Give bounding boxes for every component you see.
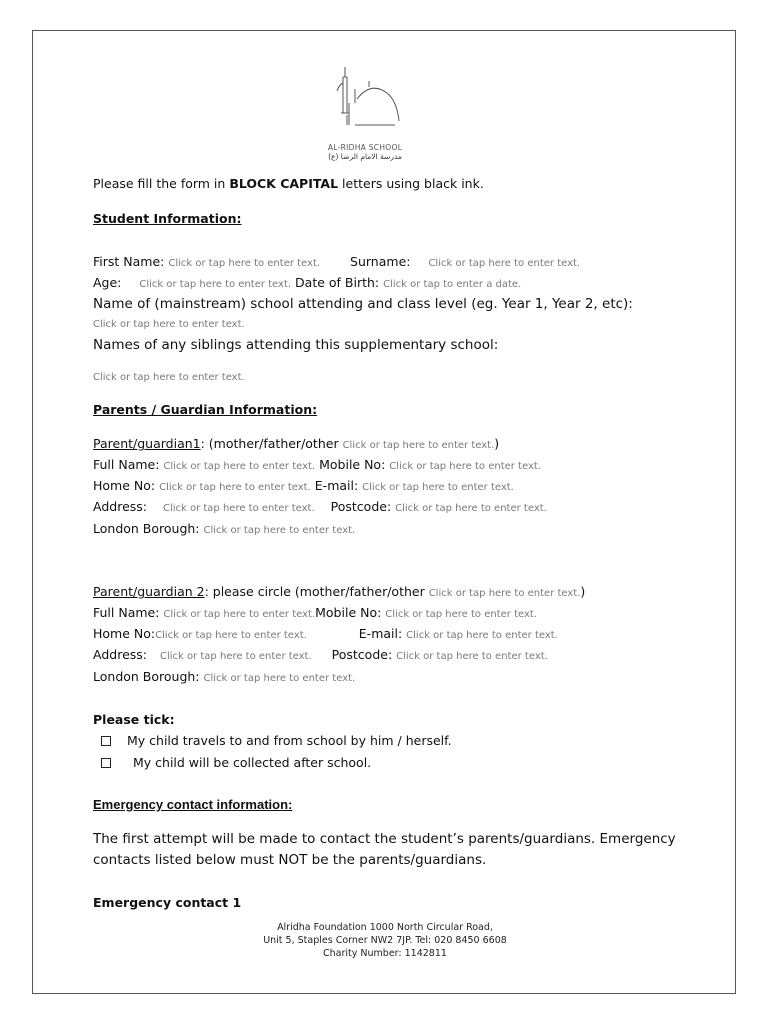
- parent1-borough-label: London Borough:: [93, 521, 200, 536]
- parent2-borough-field[interactable]: Click or tap here to enter text.: [203, 673, 356, 684]
- parent2-relation-field[interactable]: Click or tap here to enter text.: [428, 588, 581, 599]
- parent2-fullname-label: Full Name:: [93, 605, 160, 620]
- parent1-address-label: Address:: [93, 499, 147, 514]
- parent2-mobile-label: Mobile No:: [315, 605, 382, 620]
- instructions: [93, 176, 484, 192]
- parent2-relation: : please circle (mother/father/other: [204, 584, 429, 599]
- age-row: [93, 275, 521, 293]
- parent1-borough-field[interactable]: Click or tap here to enter text.: [203, 525, 356, 536]
- parent2-postcode-label: Postcode:: [331, 647, 393, 662]
- footer-charity-number: Charity Number: 1142811: [323, 948, 447, 959]
- parent2-postcode-field[interactable]: Click or tap here to enter text.: [396, 651, 548, 662]
- tick-option-travels: [101, 733, 452, 749]
- emergency-para-line2: contacts listed below must NOT be the parents/guardians.: [93, 852, 487, 868]
- parent1-home-row: [93, 478, 514, 496]
- parent2-email-field[interactable]: Click or tap here to enter text.: [406, 630, 558, 641]
- footer: [33, 921, 737, 960]
- travels-checkbox[interactable]: [101, 736, 111, 746]
- parent1-email-label: E-mail:: [314, 478, 359, 493]
- parent1-label: Parent/guardian1: [93, 436, 201, 451]
- parent1-home-label: Home No:: [93, 478, 156, 493]
- parent1-address-field[interactable]: Click or tap here to enter text.: [162, 503, 315, 514]
- parent2-home-label: Home No:: [93, 626, 156, 641]
- first-name-label: First Name:: [93, 254, 165, 269]
- age-label: Age:: [93, 275, 122, 290]
- parent1-name-row: [93, 457, 541, 475]
- parent1-relation: : (mother/father/other: [200, 436, 343, 451]
- parent2-borough-label: London Borough:: [93, 669, 200, 684]
- parent2-home-row: [93, 626, 558, 644]
- parent2-home-field[interactable]: Click or tap here to enter text.: [155, 630, 307, 641]
- parent2-name-row: [93, 605, 537, 623]
- parent1-mobile-field[interactable]: Click or tap here to enter text.: [389, 461, 541, 472]
- parent1-borough-row: [93, 521, 355, 539]
- parent2-address-label: Address:: [93, 647, 147, 662]
- parent2-title-row: [93, 584, 585, 602]
- parent1-home-field[interactable]: Click or tap here to enter text.: [159, 482, 311, 493]
- school-name-logo-text: AL-RIDHA SCHOOL: [327, 143, 403, 152]
- siblings-label: Names of any siblings attending this supplementary school:: [93, 337, 499, 353]
- school-label: Name of (mainstream) school attending and class level (eg. Year 1, Year 2, etc):: [93, 296, 633, 312]
- parent2-close: ): [580, 584, 586, 599]
- name-row: [93, 254, 580, 272]
- parent1-postcode-field[interactable]: Click or tap here to enter text.: [395, 503, 547, 514]
- parent2-email-label: E-mail:: [358, 626, 403, 641]
- school-logo: [315, 63, 415, 161]
- parent2-address-row: [93, 647, 548, 665]
- parent1-fullname-field[interactable]: Click or tap here to enter text.: [163, 461, 316, 472]
- please-tick-heading: Please tick:: [93, 712, 175, 727]
- collected-label: My child will be collected after school.: [133, 755, 372, 770]
- parent1-email-field[interactable]: Click or tap here to enter text.: [362, 482, 514, 493]
- parents-heading: Parents / Guardian Information:: [93, 402, 318, 417]
- parent2-label: Parent/guardian 2: [93, 584, 205, 599]
- student-info-heading: Student Information:: [93, 211, 242, 226]
- parent2-mobile-field[interactable]: Click or tap here to enter text.: [385, 609, 537, 620]
- parent1-mobile-label: Mobile No:: [319, 457, 386, 472]
- travels-label: My child travels to and from school by him / herself.: [127, 733, 452, 748]
- parent1-close: ): [494, 436, 500, 451]
- parent1-title-row: [93, 436, 499, 454]
- instructions-text: Please fill the form in: [93, 176, 230, 191]
- footer-line1: Alridha Foundation 1000 North Circular Road,: [277, 922, 493, 933]
- instructions-bold: BLOCK CAPITAL: [229, 176, 339, 191]
- document-page: [32, 30, 736, 994]
- mosque-logo-icon: [325, 63, 405, 145]
- age-field[interactable]: Click or tap here to enter text.: [139, 279, 292, 290]
- emergency-heading: Emergency contact information:: [93, 797, 293, 812]
- school-field[interactable]: Click or tap here to enter text.: [93, 319, 245, 330]
- siblings-field[interactable]: Click or tap here to enter text.: [93, 372, 245, 383]
- parent1-fullname-label: Full Name:: [93, 457, 160, 472]
- dob-field[interactable]: Click or tap to enter a date.: [383, 279, 522, 290]
- parent1-address-row: [93, 499, 547, 517]
- footer-line2: Unit 5, Staples Corner NW2 7JP. Tel: 020 8450 6608: [263, 935, 507, 946]
- instructions-text-end: letters using black ink.: [338, 176, 484, 191]
- parent1-relation-field[interactable]: Click or tap here to enter text.: [342, 440, 495, 451]
- dob-label: Date of Birth:: [295, 275, 380, 290]
- emergency-contact1-heading: Emergency contact 1: [93, 895, 242, 910]
- tick-option-collected: [101, 755, 371, 771]
- emergency-para-line1: The first attempt will be made to contact the student’s parents/guardians. Emergency: [93, 831, 676, 847]
- parent1-postcode-label: Postcode:: [330, 499, 392, 514]
- school-name-arabic: مدرسة الامام الرضا (ع): [328, 152, 402, 161]
- first-name-field[interactable]: Click or tap here to enter text.: [168, 258, 321, 269]
- collected-checkbox[interactable]: [101, 758, 111, 768]
- surname-field[interactable]: Click or tap here to enter text.: [428, 258, 581, 269]
- parent2-fullname-field[interactable]: Click or tap here to enter text.: [163, 609, 316, 620]
- surname-label: Surname:: [350, 254, 411, 269]
- parent2-address-field[interactable]: Click or tap here to enter text.: [159, 651, 312, 662]
- parent2-borough-row: [93, 669, 355, 687]
